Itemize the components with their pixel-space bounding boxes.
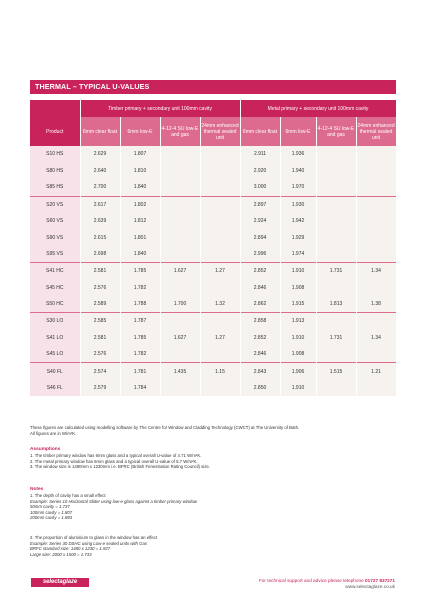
u-value-cell: [356, 380, 396, 397]
u-value-cell: 1.913: [280, 313, 316, 330]
note-2: [30, 535, 396, 557]
u-value-cell: 1.27: [200, 330, 240, 347]
table-row: [30, 313, 396, 330]
u-value-cell: 2.617: [80, 196, 120, 213]
u-value-cell: 2.996: [240, 246, 280, 263]
product-name: S20 VS: [30, 196, 80, 213]
u-value-cell: 2.924: [240, 213, 280, 230]
note-example: Example: Series 30 DSHC using Low-e sealed units with Gas: [30, 540, 148, 546]
column-header: 24mm enhanced thermal sealed unit: [356, 117, 396, 146]
u-value-cell: 1.21: [356, 363, 396, 380]
column-header: 4-12-4 SU low-E and gas: [316, 117, 356, 146]
u-value-cell: [160, 229, 200, 246]
u-value-cell: 1.782: [120, 346, 160, 363]
u-value-cell: 1.813: [316, 296, 356, 313]
u-value-cell: 1.515: [316, 363, 356, 380]
u-value-cell: 2.850: [240, 380, 280, 397]
u-value-cell: 2.920: [240, 163, 280, 180]
u-value-cell: 1.782: [120, 280, 160, 297]
product-name: S80 HS: [30, 163, 80, 180]
u-value-cell: 1.906: [280, 363, 316, 380]
u-value-cell: 1.908: [280, 346, 316, 363]
u-value-cell: [356, 313, 396, 330]
u-value-cell: 1.785: [120, 263, 160, 280]
note-value: 50mm cavity = 1.737: [30, 504, 70, 510]
u-value-cell: [316, 380, 356, 397]
assumption-item: 2. The metal primary window has 6mm glass and a typical overall U-value of 5.7 W/m²K.: [30, 458, 198, 464]
u-value-cell: 1.32: [200, 296, 240, 313]
u-value-cell: [160, 346, 200, 363]
u-value-cell: [356, 280, 396, 297]
u-value-cell: 2.858: [240, 313, 280, 330]
u-value-cell: 1.731: [316, 263, 356, 280]
u-value-cell: [316, 163, 356, 180]
u-value-cell: [200, 196, 240, 213]
column-header-product: Product: [30, 117, 80, 146]
u-value-cell: 3.000: [240, 179, 280, 196]
u-values-table: [30, 100, 397, 396]
u-value-cell: [200, 346, 240, 363]
page-title: THERMAL – TYPICAL U-VALUES: [30, 80, 396, 94]
product-name: S41 HC: [30, 263, 80, 280]
u-value-cell: 2.862: [240, 296, 280, 313]
u-value-cell: 1.802: [120, 196, 160, 213]
u-value-cell: 2.581: [80, 263, 120, 280]
contact-info: [259, 578, 395, 590]
u-value-cell: [316, 179, 356, 196]
support-text: For technical support and advice please telephone: [258, 578, 364, 583]
column-header: 6mm low-E: [120, 117, 160, 146]
u-value-cell: [316, 213, 356, 230]
u-value-cell: [356, 346, 396, 363]
table-row: [30, 213, 396, 230]
u-value-cell: 1.781: [120, 363, 160, 380]
u-value-cell: 1.915: [280, 296, 316, 313]
u-value-cell: 2.629: [80, 146, 120, 163]
u-value-cell: [316, 246, 356, 263]
column-header: 6mm clear float: [80, 117, 120, 146]
u-value-cell: 1.38: [356, 296, 396, 313]
note-value: 100mm cavity = 1.807: [30, 509, 73, 515]
footnote-line: These figures are calculated using modelling software by The Centre for Window and Cladding Technology (CWCT) at The University of Bath.: [30, 425, 300, 430]
u-value-cell: 1.731: [316, 330, 356, 347]
u-value-cell: [316, 229, 356, 246]
assumptions-heading: Assumptions: [30, 447, 61, 452]
phone-number: 01727 837271: [365, 578, 395, 583]
u-value-cell: [200, 163, 240, 180]
u-value-cell: 1.27: [200, 263, 240, 280]
u-value-cell: 1.784: [120, 380, 160, 397]
u-value-cell: 2.639: [80, 213, 120, 230]
u-value-cell: 2.846: [240, 280, 280, 297]
u-value-cell: 1.810: [120, 163, 160, 180]
u-value-cell: 1.936: [280, 146, 316, 163]
table-row: [30, 280, 396, 297]
u-value-cell: [160, 196, 200, 213]
u-value-cell: 1.840: [120, 179, 160, 196]
u-value-cell: 2.700: [80, 179, 120, 196]
product-name: S60 VS: [30, 213, 80, 230]
u-value-cell: 1.15: [200, 363, 240, 380]
u-value-cell: 1.812: [120, 213, 160, 230]
group-header-blank: [30, 100, 80, 117]
u-value-cell: [160, 380, 200, 397]
u-value-cell: 1.940: [280, 163, 316, 180]
u-value-cell: [316, 280, 356, 297]
u-value-cell: [356, 213, 396, 230]
u-value-cell: 1.801: [120, 229, 160, 246]
product-name: S90 VS: [30, 229, 80, 246]
table-row: [30, 380, 396, 397]
u-value-cell: 1.700: [160, 296, 200, 313]
table-row: [30, 196, 396, 213]
u-value-cell: 2.894: [240, 229, 280, 246]
table-row: [30, 330, 396, 347]
note-1: [30, 493, 396, 521]
u-value-cell: [160, 163, 200, 180]
u-value-cell: 2.846: [240, 346, 280, 363]
note-title: 1. The depth of cavity has a small effect: [30, 493, 106, 498]
u-value-cell: [356, 246, 396, 263]
column-header: 4-12-4 SU low-E and gas: [160, 117, 200, 146]
u-value-cell: 1.910: [280, 330, 316, 347]
u-value-cell: [160, 179, 200, 196]
u-value-cell: 1.910: [280, 380, 316, 397]
u-value-cell: 1.908: [280, 280, 316, 297]
u-value-cell: [316, 346, 356, 363]
product-name: S46 FL: [30, 380, 80, 397]
u-value-cell: [160, 246, 200, 263]
u-value-cell: [200, 179, 240, 196]
table-row: [30, 146, 396, 163]
product-name: S30 LO: [30, 313, 80, 330]
u-value-cell: [356, 146, 396, 163]
u-value-cell: 2.843: [240, 363, 280, 380]
u-value-cell: 1.974: [280, 246, 316, 263]
footnote: [30, 425, 396, 436]
u-value-cell: [316, 196, 356, 213]
u-value-cell: 2.852: [240, 263, 280, 280]
u-value-cell: [160, 313, 200, 330]
u-value-cell: 1.788: [120, 296, 160, 313]
u-value-cell: [160, 146, 200, 163]
table-row: [30, 263, 396, 280]
u-value-cell: 2.640: [80, 163, 120, 180]
u-value-cell: [356, 229, 396, 246]
u-value-cell: 2.576: [80, 346, 120, 363]
u-value-cell: 2.698: [80, 246, 120, 263]
u-value-cell: 1.910: [280, 263, 316, 280]
u-value-cell: 1.627: [160, 263, 200, 280]
column-header: 6mm low-E: [280, 117, 316, 146]
u-value-cell: 2.576: [80, 280, 120, 297]
selectaglaze-logo: selectaglaze: [31, 578, 89, 587]
u-value-cell: [160, 213, 200, 230]
note-value: 200mm cavity = 1.883: [30, 515, 73, 521]
u-value-cell: [200, 380, 240, 397]
u-value-cell: [316, 313, 356, 330]
u-value-cell: 2.574: [80, 363, 120, 380]
assumptions-list: [30, 453, 396, 470]
u-value-cell: [316, 146, 356, 163]
u-value-cell: [356, 163, 396, 180]
table-row: [30, 296, 396, 313]
u-value-cell: [356, 179, 396, 196]
footnote-line: All figures are in W/m²K.: [30, 430, 77, 436]
note-value: Large size: 2000 x 1500 = 1.733: [30, 551, 92, 557]
table-row: [30, 179, 396, 196]
table-row: [30, 363, 396, 380]
u-value-cell: [200, 280, 240, 297]
u-value-cell: [200, 213, 240, 230]
u-value-cell: 1.942: [280, 213, 316, 230]
product-name: S45 HC: [30, 280, 80, 297]
u-value-cell: [200, 229, 240, 246]
product-name: S95 VS: [30, 246, 80, 263]
product-name: S40 FL: [30, 363, 80, 380]
u-value-cell: [356, 196, 396, 213]
u-value-cell: [200, 313, 240, 330]
product-name: S50 HC: [30, 296, 80, 313]
u-value-cell: 1.929: [280, 229, 316, 246]
u-value-cell: 2.852: [240, 330, 280, 347]
u-value-cell: 1.34: [356, 263, 396, 280]
product-name: S10 HS: [30, 146, 80, 163]
u-value-cell: 1.840: [120, 246, 160, 263]
column-header: 6mm clear float: [240, 117, 280, 146]
u-value-cell: [200, 146, 240, 163]
u-value-cell: 1.627: [160, 330, 200, 347]
u-value-cell: 1.785: [120, 330, 160, 347]
group-header-metal: Metal primary + secondary unit 100mm cavity: [240, 100, 396, 117]
u-value-cell: [200, 246, 240, 263]
u-value-cell: 2.585: [80, 313, 120, 330]
notes-heading: Notes: [30, 487, 44, 492]
u-value-cell: 1.787: [120, 313, 160, 330]
u-value-cell: 1.930: [280, 196, 316, 213]
note-value: BRFC standard size: 1480 x 1230 = 1.927: [30, 546, 111, 552]
column-header: 24mm enhanced thermal sealed unit: [200, 117, 240, 146]
group-header-timber: Timber primary + secondary unit 100mm cavity: [80, 100, 240, 117]
table-row: [30, 229, 396, 246]
u-value-cell: 2.911: [240, 146, 280, 163]
u-value-cell: [160, 280, 200, 297]
note-title: 2. The proportion of aluminium to glass in the window has an effect: [30, 535, 158, 540]
u-value-cell: 2.897: [240, 196, 280, 213]
u-value-cell: 2.581: [80, 330, 120, 347]
u-value-cell: 1.34: [356, 330, 396, 347]
u-value-cell: 1.435: [160, 363, 200, 380]
table-row: [30, 346, 396, 363]
note-example: Example: Series 10 Horizontal Slider using low-e glass against a timber primary window: [30, 498, 197, 504]
table-row: [30, 163, 396, 180]
u-value-cell: 1.807: [120, 146, 160, 163]
product-name: S85 HS: [30, 179, 80, 196]
u-value-cell: 2.589: [80, 296, 120, 313]
product-name: S41 LO: [30, 330, 80, 347]
u-value-cell: 2.615: [80, 229, 120, 246]
u-value-cell: 1.970: [280, 179, 316, 196]
u-value-cell: 2.579: [80, 380, 120, 397]
assumption-item: 3. The window size is 1480mm x 1230mm i.e. BFRC (British Fenestration Rating Council) size.: [30, 464, 210, 470]
website-link[interactable]: www.selectaglaze.co.uk: [345, 584, 395, 589]
table-row: [30, 246, 396, 263]
assumption-item: 1. The timber primary window has 6mm glass and a typical overall U-value of 4.71 W/m²K.: [30, 453, 202, 458]
product-name: S45 LO: [30, 346, 80, 363]
